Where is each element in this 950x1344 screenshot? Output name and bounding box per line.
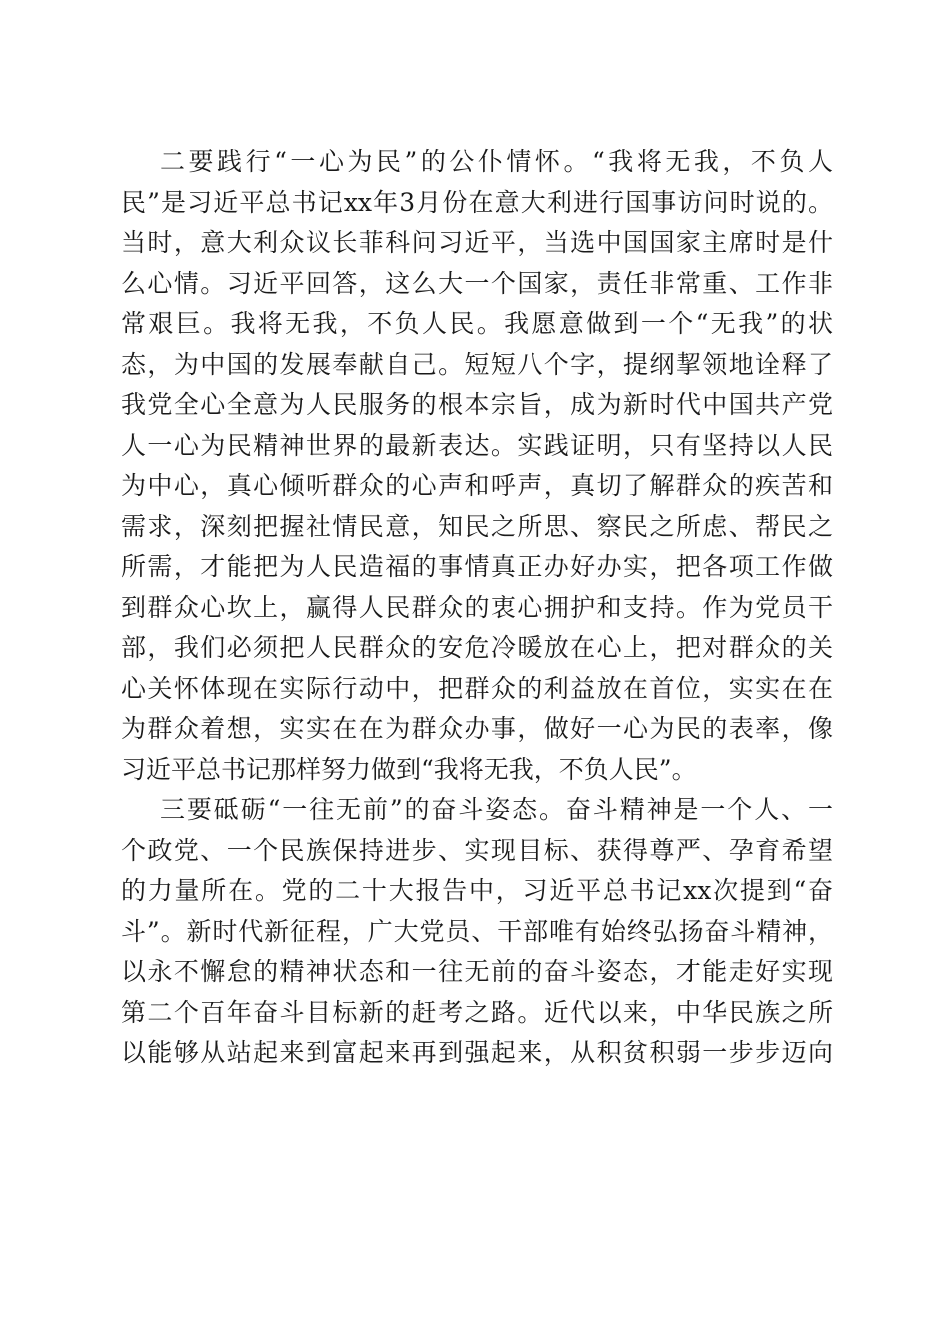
text-line: 以永不懈怠的精神状态和一往无前的奋斗姿态，才能走好实现 [121, 957, 833, 986]
text-line: 民”是习近平总书记xx年3月份在意大利进行国事访问时说的。 [121, 187, 833, 217]
text-line: 以能够从站起来到富起来再到强起来，从积贫积弱一步步迈向 [121, 1038, 833, 1067]
text-line: 习近平总书记那样努力做到“我将无我，不负人民”。 [121, 754, 697, 784]
text-line: 部，我们必须把人民群众的安危冷暖放在心上，把对群众的关 [121, 633, 833, 662]
text-line: 么心情。习近平回答，这么大一个国家，责任非常重、工作非 [121, 268, 833, 298]
paragraph-2 [121, 790, 833, 1074]
text-line: 三要砥砺“一往无前”的奋斗姿态。奋斗精神是一个人、一 [160, 795, 833, 824]
text-line: 当时，意大利众议长菲科问习近平，当选中国国家主席时是什 [121, 228, 833, 257]
text-line: 心关怀体现在实际行动中，把群众的利益放在首位，实实在在 [121, 673, 833, 703]
text-line: 需求，深刻把握社情民意，知民之所思、察民之所虑、帮民之 [121, 511, 833, 541]
document-body [121, 142, 833, 1074]
text-line: 个政党、一个民族保持进步、实现目标、获得尊严、孕育希望 [121, 835, 833, 865]
text-line: 到群众心坎上，赢得人民群众的衷心拥护和支持。作为党员干 [121, 592, 833, 622]
text-line: 斗”。新时代新征程，广大党员、干部唯有始终弘扬奋斗精神， [121, 916, 833, 946]
text-line: 二要践行“一心为民”的公仆情怀。“我将无我，不负人 [160, 147, 833, 176]
text-line: 第二个百年奋斗目标新的赶考之路。近代以来，中华民族之所 [121, 997, 833, 1027]
text-line: 我党全心全意为人民服务的根本宗旨，成为新时代中国共产党 [121, 390, 833, 419]
paragraph-1 [121, 142, 833, 790]
text-line: 所需，才能把为人民造福的事情真正办好办实，把各项工作做 [121, 552, 833, 581]
text-line: 常艰巨。我将无我，不负人民。我愿意做到一个“无我”的状 [121, 309, 833, 338]
text-line: 态，为中国的发展奉献自己。短短八个字，提纲挈领地诠释了 [121, 349, 833, 379]
text-line: 为群众着想，实实在在为群众办事，做好一心为民的表率，像 [121, 714, 833, 743]
text-line: 人一心为民精神世界的最新表达。实践证明，只有坚持以人民 [121, 430, 833, 460]
text-line: 的力量所在。党的二十大报告中，习近平总书记xx次提到“奋 [121, 876, 833, 905]
text-line: 为中心，真心倾听群众的心声和呼声，真切了解群众的疾苦和 [121, 471, 833, 500]
